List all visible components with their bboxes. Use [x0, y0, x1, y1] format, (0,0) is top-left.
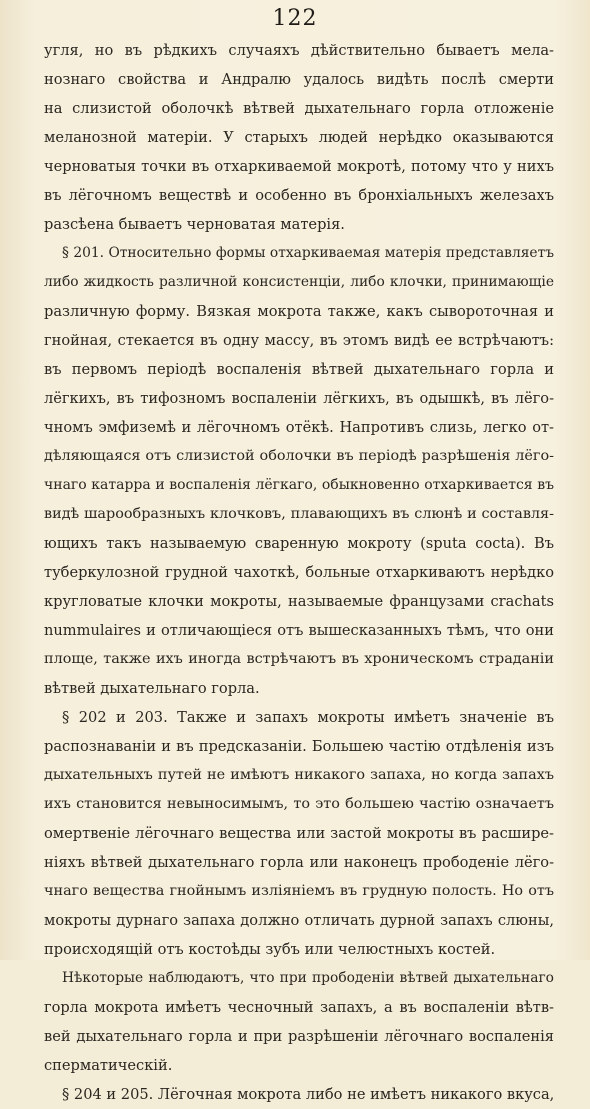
text-line: чномъ эмфиземѣ и лёгочномъ отёкѣ. Напротивъ слизь, легко от-: [44, 419, 554, 436]
text-line: мокроты дурнаго запаха должно отличать дурной запахъ слюны,: [44, 912, 554, 929]
text-line: дыхательныхъ путей не имѣютъ никакого запаха, но когда запахъ: [44, 767, 554, 783]
text-line: нознаго свойства и Андралю удалось видѣть послѣ смерти: [44, 71, 554, 88]
text-line: горла мокрота имѣетъ чесночный запахъ, а въ воспаленiи вѣтв-: [44, 999, 554, 1016]
text-line: видѣ шарообразныхъ клочковъ, плавающихъ въ слюнѣ и составля-: [44, 506, 554, 522]
text-line: площе, также ихъ иногда встрѣчаютъ въ хроническомъ страданiи: [44, 651, 554, 667]
text-line: распознаванiи и въ предсказанiи. Большею частiю отдѣленiя изъ: [44, 738, 554, 755]
text-line: вѣтвей дыхательнаго горла.: [44, 680, 260, 697]
text-line: черноватыя точки въ отхаркиваемой мокротѣ, потому что у нихъ: [44, 158, 554, 175]
text-line: различную форму. Вязкая мокрота также, какъ сывороточная и: [44, 303, 554, 320]
text-line: сперматическiй.: [44, 1057, 173, 1074]
text-line: меланозной матерiи. У старыхъ людей нерѣдко оказываются: [44, 129, 554, 146]
text-line: ихъ становится невыносимымъ, то это большею частiю означаетъ: [44, 796, 554, 812]
page-text-body: [44, 36, 554, 1109]
text-line: nummulaires и отличающiеся отъ вышесказанныхъ тѣмъ, что они: [44, 622, 554, 639]
text-line: Нѣкоторые наблюдаютъ, что при прободенiи вѣтвей дыхательнаго: [62, 970, 554, 986]
text-line: § 202 и 203. Также и запахъ мокроты имѣетъ значенiе въ: [62, 709, 554, 726]
text-line: § 204 и 205. Лёгочная мокрота либо не имѣетъ никакого вкуса,: [62, 1086, 555, 1103]
text-line: чнаго вещества гнойнымъ излiянiемъ въ грудную полость. Но отъ: [44, 883, 554, 899]
text-line: дѣляющаяся отъ слизистой оболочки въ перiодѣ разрѣшенiя лёго-: [44, 448, 554, 464]
text-line: въ первомъ перiодѣ воспаленiя вѣтвей дыхательнаго горла и: [44, 361, 554, 378]
text-line: § 201. Относительно формы отхаркиваемая матерiя представляетъ: [62, 245, 554, 261]
text-line: туберкулозной грудной чахоткѣ, больные отхаркиваютъ нерѣдко: [44, 564, 554, 581]
page-number: 122: [272, 6, 318, 31]
text-line: чнаго катарра и воспаленiя лёгкаго, обыкновенно отхаркивается въ: [44, 477, 554, 493]
text-line: ющихъ такъ называемую сваренную мокроту (sputa cocta). Въ: [44, 535, 554, 552]
text-line: вей дыхательнаго горла и при разрѣшенiи лёгочнаго воспаленiя: [44, 1028, 554, 1045]
text-line: разсѣена бываетъ черноватая матерiя.: [44, 216, 345, 233]
text-line: угля, но въ рѣдкихъ случаяхъ дѣйствительно бываетъ мела-: [44, 42, 554, 59]
text-line: въ лёгочномъ веществѣ и особенно въ бронхiальныхъ железахъ: [44, 187, 554, 204]
text-line: кругловатые клочки мокроты, называемые французами crachats: [44, 593, 554, 610]
text-line: либо жидкость различной консистенцiи, либо клочки, принимающiе: [44, 274, 554, 290]
text-line: лёгкихъ, въ тифозномъ воспаленiи лёгкихъ, въ одышкѣ, въ лёго-: [44, 390, 554, 407]
text-line: гнойная, стекается въ одну массу, въ этомъ видѣ ее встрѣчаютъ:: [44, 332, 554, 349]
text-line: на слизистой оболочкѣ вѣтвей дыхательнаго горла отложенiе: [44, 100, 554, 117]
text-line: омертвенiе лёгочнаго вещества или застой мокроты въ расшире-: [44, 825, 554, 842]
text-line: нiяхъ вѣтвей дыхательнаго горла или наконецъ прободенiе лёго-: [44, 854, 554, 871]
text-line: происходящiй отъ костоѣды зубъ или челюстныхъ костей.: [44, 941, 496, 958]
